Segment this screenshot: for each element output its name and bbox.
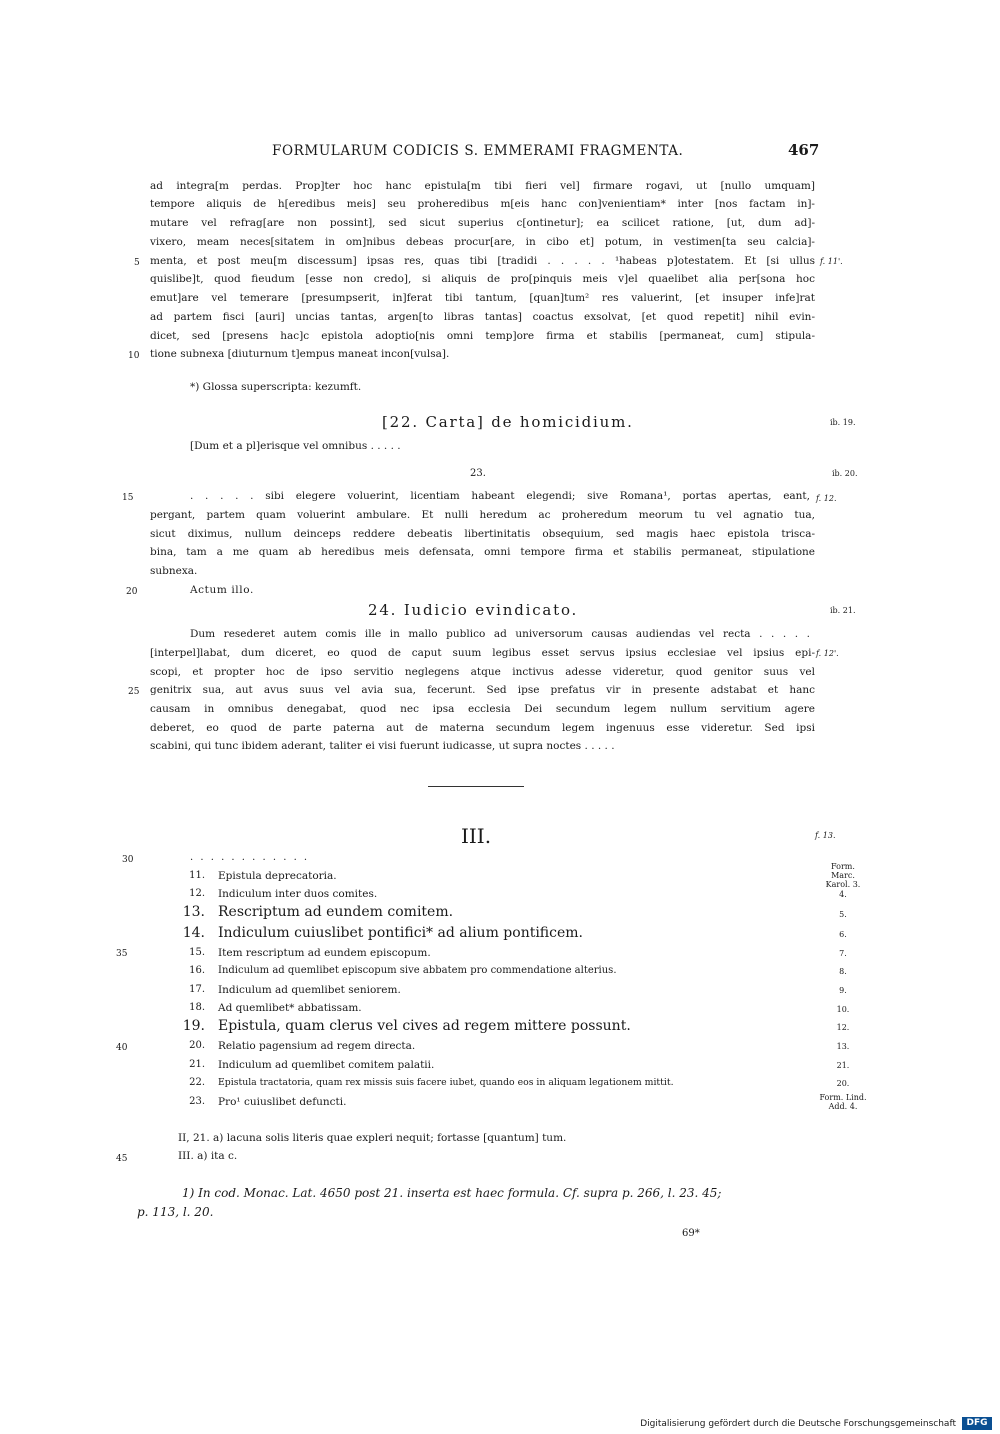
ellipsis-line: . . . . . . . . . . . . <box>190 852 310 863</box>
list-item-text: Ad quemlibet* abbatissam. <box>218 1002 362 1014</box>
part-heading: III. <box>461 824 492 848</box>
text-line: dicet, sed [presens hac]c epistola adoptio[nis omni temp]ore firma et stabilis [permaneat, cum] stipula- <box>150 330 815 342</box>
list-item-text: Pro¹ cuiuslibet defuncti. <box>218 1096 347 1108</box>
text-line: subnexa. <box>150 565 198 577</box>
list-item-text: Epistula tractatoria, quam rex missis suis facere iubet, quando eos in aliquam legationem mittit. <box>218 1077 674 1088</box>
list-item-ref: 7. <box>839 949 847 958</box>
line-number: 10 <box>128 351 140 361</box>
text-line: emut]are vel temerare [presumpserit, in]ferat tibi tantum, [quan]tum² res valuerint, [et insuper infe]rat <box>150 292 815 304</box>
text-line: [interpel]labat, dum diceret, eo quod de caput suum legibus esset servus ipsius ecclesiae vel ipsius epi- <box>150 647 815 659</box>
list-item-number: 17. <box>189 984 205 995</box>
section-22-text: [Dum et a pl]erisque vel omnibus . . . . . <box>190 440 401 452</box>
list-item-number: 15. <box>189 947 205 958</box>
folio-note: f. 12. <box>816 494 837 503</box>
line-number: 35 <box>116 949 128 959</box>
list-item-text: Indiculum ad quemlibet comitem palatii. <box>218 1059 435 1071</box>
apparatus-note: II, 21. a) lacuna solis literis quae expleri nequit; fortasse [quantum] tum. <box>178 1132 567 1144</box>
list-item-ref: 12. <box>836 1023 850 1032</box>
text-line: pergant, partem quam voluerint ambulare. Et nulli heredum ac proheredum meorum tu vel agnatio tua, <box>150 509 815 521</box>
list-item-ref: Form. Marc. Karol. 3. <box>825 862 861 889</box>
list-item-text: Epistula deprecatoria. <box>218 870 337 882</box>
page-number: 467 <box>788 141 820 159</box>
section-number-23: 23. <box>470 468 486 479</box>
list-item-ref: 4. <box>839 890 847 899</box>
printer-signature: 69* <box>682 1228 700 1239</box>
text-line: . . . . . sibi elegere voluerint, licentiam habeant elegendi; sive Romana¹, portas apertas, eant, <box>190 490 810 502</box>
list-item-number: 18. <box>189 1002 205 1013</box>
text-line: quislibe]t, quod fieudum [esse non credo], si aliquis de pro[pinquis meis v]el quaelibet alia per[sona hoc <box>150 273 815 285</box>
text-line: menta, et post meu[m discessum] ipsas res, quas tibi [tradidi . . . . . ¹habeas p]otestatem. Et [si ullus <box>150 255 815 267</box>
section-divider <box>428 786 524 787</box>
folio-note: f. 11'. <box>820 257 843 266</box>
text-line: ad partem fisci [auri] uncias tantas, argen[to libras tantas] coactus exsolvat, [et quod repetit] nihil evin- <box>150 311 815 323</box>
list-item-number: 21. <box>189 1059 205 1070</box>
text-line: scopi, et propter hoc de ipso servitio neglegens atque inctivus adesse videretur, quod genitor suus vel <box>150 666 815 678</box>
list-item-ref: 6. <box>839 930 847 939</box>
section-title-22: [22. Carta] de homicidium. <box>382 413 634 431</box>
line-number: 25 <box>128 687 140 697</box>
section-title-24: 24. Iudicio evindicato. <box>368 601 579 619</box>
glossa-note: *) Glossa superscripta: kezumft. <box>190 381 362 393</box>
section-ref-22: ib. 19. <box>830 418 856 427</box>
list-item-number: 23. <box>189 1096 205 1107</box>
line-number: 20 <box>126 587 138 597</box>
list-item-ref: 10. <box>836 1005 850 1014</box>
section-ref-24: ib. 21. <box>830 606 856 615</box>
list-item-text: Indiculum ad quemlibet episcopum sive abbatem pro commendatione alterius. <box>218 965 617 976</box>
running-header-title: FORMULARUM CODICIS S. EMMERAMI FRAGMENTA. <box>272 143 684 159</box>
text-line: deberet, eo quod de parte paterna aut de materna secundum legem ingenuus esse videretur. Sed ipsi <box>150 722 815 734</box>
list-item-text: Relatio pagensium ad regem directa. <box>218 1040 416 1052</box>
list-item-ref: 8. <box>839 967 847 976</box>
text-line: tempore aliquis de h[eredibus meis] seu proheredibus m[eis hanc con]venientiam* inter [nos factam in]- <box>150 198 815 210</box>
text-line: scabini, qui tunc ibidem aderant, taliter ei visi fuerunt iudicasse, ut supra noctes . . . . . <box>150 740 615 752</box>
text-line: genitrix sua, aut avus suus vel avia sua, fecerunt. Sed ipse prefatus vir in presente adstabat et hanc <box>150 684 815 696</box>
list-item-number: 12. <box>189 888 205 899</box>
text-line: bina, tam a me quam ab heredibus meis defensata, omni tempore firma et stabilis permaneat, stipulatione <box>150 546 815 558</box>
text-line: tione subnexa [diuturnum t]empus maneat incon[vulsa]. <box>150 348 450 360</box>
line-number: 15 <box>122 493 134 503</box>
list-item-number: 13. <box>182 904 205 920</box>
text-line: causam in omnibus denegabat, quod nec ipsa ecclesia Dei secundum legem nullum servitium agere <box>150 703 815 715</box>
list-item-text: Indiculum ad quemlibet seniorem. <box>218 984 401 996</box>
line-number: 30 <box>122 855 134 865</box>
list-item-ref: Form. Lind. Add. 4. <box>819 1093 867 1111</box>
folio-note: f. 12'. <box>816 649 839 658</box>
text-line: mutare vel refrag[are non possint], sed sicut superius c[ontinetur]; ea scilicet ratione, [ut, dum ad]- <box>150 217 815 229</box>
actum-line: Actum illo. <box>190 584 254 596</box>
list-item-number: 14. <box>182 925 205 941</box>
list-item-ref: 5. <box>839 910 847 919</box>
list-item-text: Rescriptum ad eundem comitem. <box>218 904 454 920</box>
line-number: 45 <box>116 1154 128 1164</box>
list-item-text: Indiculum cuiuslibet pontifici* ad alium pontificem. <box>218 925 583 941</box>
list-item-number: 22. <box>189 1077 205 1088</box>
line-number: 5 <box>134 258 140 268</box>
list-item-text: Indiculum inter duos comites. <box>218 888 378 900</box>
list-item-text: Epistula, quam clerus vel cives ad regem mittere possunt. <box>218 1018 631 1034</box>
list-item-ref: 9. <box>839 986 847 995</box>
folio-note: f. 13. <box>815 831 836 840</box>
footnote-1-cont: p. 113, l. 20. <box>137 1205 214 1219</box>
text-line: ad integra[m perdas. Prop]ter hoc hanc epistula[m tibi fieri vel] firmare rogavi, ut [nullo umquam] <box>150 180 815 192</box>
list-item-text: Item rescriptum ad eundem episcopum. <box>218 947 431 959</box>
list-item-number: 11. <box>189 870 205 881</box>
text-line: vixero, meam neces[sitatem in om]nibus debeas procur[are, in cibo et] potum, in vestimen[ta seu calcia]- <box>150 236 815 248</box>
text-line: sicut diximus, nullum deinceps reddere debeatis libertinitatis obsequium, sed magis haec epistola trisca- <box>150 528 815 540</box>
list-item-ref: 13. <box>836 1042 850 1051</box>
dfg-logo: DFG <box>962 1417 992 1430</box>
line-number: 40 <box>116 1043 128 1053</box>
footnote-1: 1) In cod. Monac. Lat. 4650 post 21. inserta est haec formula. Cf. supra p. 266, l. 23. 45; <box>182 1186 722 1200</box>
section-ref-23: ib. 20. <box>832 469 858 478</box>
list-item-ref: 21. <box>836 1061 850 1070</box>
list-item-number: 19. <box>182 1018 205 1034</box>
list-item-number: 16. <box>189 965 205 976</box>
list-item-ref: 20. <box>836 1079 850 1088</box>
digitization-credit: Digitalisierung gefördert durch die Deutsche Forschungsgemeinschaft <box>640 1419 956 1429</box>
list-item-number: 20. <box>189 1040 205 1051</box>
apparatus-note: III. a) ita c. <box>178 1150 238 1162</box>
text-line: Dum resederet autem comis ille in mallo publico ad universorum causas audiendas vel recta . . . . . <box>190 628 810 640</box>
